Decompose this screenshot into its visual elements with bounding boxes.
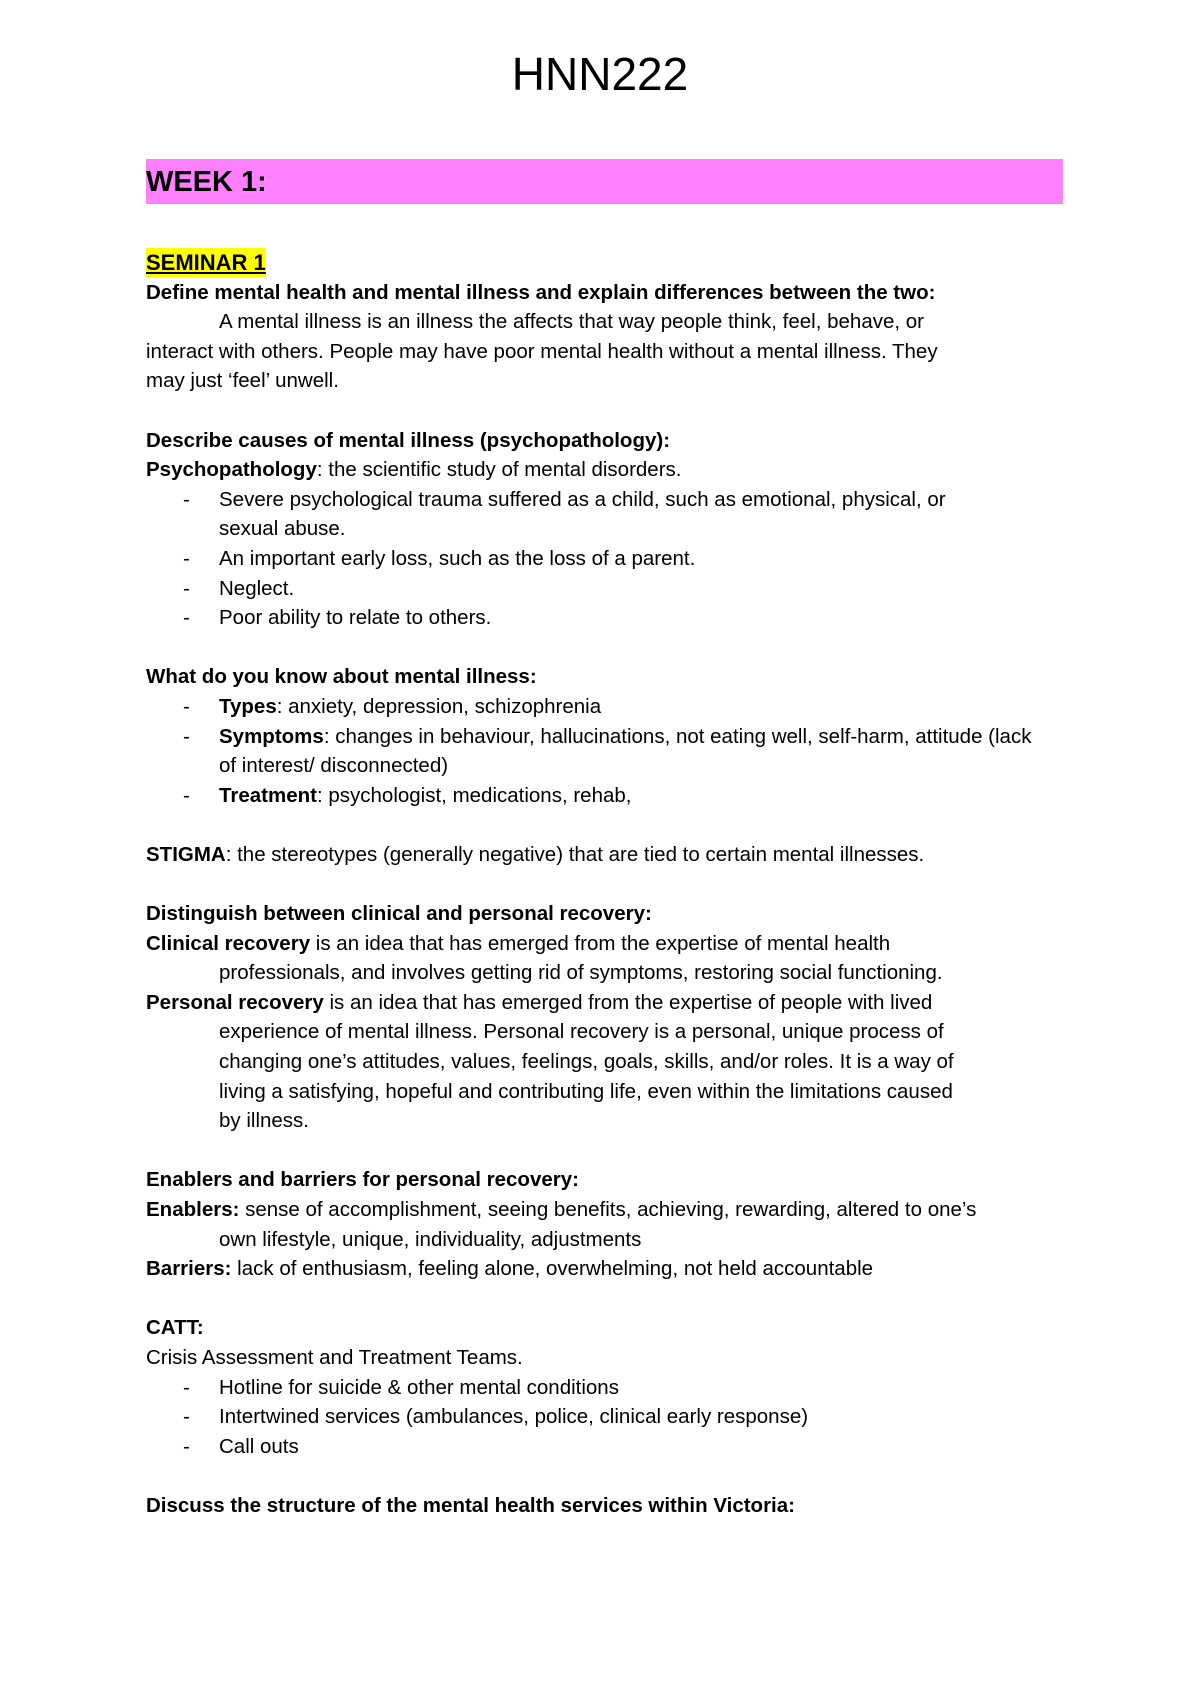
define-heading: Define mental health and mental illness and explain differences between the two:: [146, 280, 936, 304]
barriers-text: lack of enthusiasm, feeling alone, overwhelming, not held accountable: [231, 1257, 874, 1281]
enablers-line-1: [146, 1195, 1066, 1225]
define-line-1: A mental illness is an illness the affects that way people think, feel, behave, or: [219, 310, 924, 334]
enablers-text: sense of accomplishment, seeing benefits, achieving, rewarding, altered to one’s: [239, 1198, 977, 1221]
catt-list: [146, 1373, 1066, 1462]
barriers-line: [146, 1254, 1066, 1284]
bullet-dash: -: [183, 694, 190, 718]
know-list: [146, 692, 1066, 810]
stigma-text: : the stereotypes (generally negative) that are tied to certain mental illnesses.: [225, 842, 925, 866]
clinical-recovery-line-2: professionals, and involves getting rid of symptoms, restoring social functioning.: [219, 961, 943, 985]
enablers-term: Enablers:: [146, 1198, 240, 1221]
spacer: [146, 1284, 1066, 1314]
bullet-dash: -: [183, 783, 190, 807]
list-item: [146, 1373, 1066, 1403]
seminar-heading: SEMINAR 1: [146, 250, 266, 275]
personal-recovery-line-3: changing one’s attitudes, values, feelings, goals, skills, and/or roles. It is a way of: [219, 1050, 954, 1074]
define-line-3: may just ‘feel’ unwell.: [146, 369, 339, 393]
list-item-text: : psychologist, medications, rehab,: [316, 783, 632, 807]
catt-subheading: Crisis Assessment and Treatment Teams.: [146, 1345, 523, 1369]
week-heading: WEEK 1:: [146, 166, 267, 198]
clinical-recovery-term: Clinical recovery: [146, 931, 311, 955]
list-item: [146, 603, 1066, 633]
psychopathology-definition: [146, 455, 1066, 485]
enablers-heading: Enablers and barriers for personal recovery:: [146, 1168, 579, 1192]
structure-heading: Discuss the structure of the mental health services within Victoria:: [146, 1493, 795, 1517]
catt-heading: CATT:: [146, 1316, 204, 1340]
list-item-text: Severe psychological trauma suffered as a child, such as emotional, physical, or sexual abuse.: [219, 487, 946, 541]
clinical-recovery-line-1: [146, 929, 1066, 959]
personal-recovery-line-1: [146, 988, 1066, 1018]
list-item-text: Hotline for suicide & other mental conditions: [219, 1375, 619, 1399]
list-item: [146, 692, 1066, 722]
spacer: [146, 633, 1066, 663]
barriers-term: Barriers:: [146, 1257, 232, 1281]
list-item-text: Poor ability to relate to others.: [219, 606, 492, 630]
list-item: [146, 544, 1066, 574]
list-item-term: Symptoms: [219, 724, 324, 748]
define-line-2: interact with others. People may have poor mental health without a mental illness. They: [146, 339, 938, 363]
list-item: [146, 722, 1049, 781]
psychopathology-text: : the scientific study of mental disorders.: [316, 458, 682, 482]
list-item-term: Types: [219, 694, 277, 718]
spacer: [146, 1461, 1066, 1491]
stigma-term: STIGMA: [146, 842, 226, 866]
personal-recovery-text: is an idea that has emerged from the expertise of people with lived: [323, 990, 933, 1014]
personal-recovery-line-2: experience of mental illness. Personal recovery is a personal, unique process of: [219, 1020, 944, 1044]
list-item: [146, 485, 999, 544]
bullet-dash: -: [183, 724, 190, 748]
seminar-line: [146, 248, 1066, 278]
psychopathology-term: Psychopathology: [146, 458, 317, 482]
spacer: [146, 1136, 1066, 1166]
spacer: [146, 396, 1066, 426]
personal-recovery-term: Personal recovery: [146, 990, 324, 1014]
bullet-dash: -: [183, 546, 190, 570]
bullet-dash: -: [183, 576, 190, 600]
list-item-text: Neglect.: [219, 576, 295, 600]
enablers-line-2: own lifestyle, unique, individuality, adjustments: [219, 1227, 642, 1251]
document-title: HNN222: [511, 48, 689, 100]
list-item-text: Call outs: [219, 1434, 299, 1458]
list-item-text: : changes in behaviour, hallucinations, not eating well, self-harm, attitude (lack of interest/ disconnected): [219, 724, 1032, 778]
bullet-dash: -: [183, 606, 190, 630]
list-item: [146, 1402, 1066, 1432]
list-item-term: Treatment: [219, 783, 317, 807]
bullet-dash: -: [183, 1375, 190, 1399]
week-heading-bar: [146, 159, 1063, 204]
list-item: [146, 1432, 1066, 1462]
document-body: [146, 248, 1066, 1521]
stigma-definition: [146, 840, 1066, 870]
list-item-text: : anxiety, depression, schizophrenia: [276, 694, 602, 718]
spacer: [146, 810, 1066, 840]
list-item-text: An important early loss, such as the loss of a parent.: [219, 546, 696, 570]
bullet-dash: -: [183, 1405, 190, 1429]
personal-recovery-line-4: living a satisfying, hopeful and contributing life, even within the limitations caused: [219, 1079, 953, 1103]
list-item: [146, 574, 1066, 604]
spacer: [146, 869, 1066, 899]
causes-list: [146, 485, 1066, 633]
know-heading: What do you know about mental illness:: [146, 665, 537, 689]
list-item-text: Intertwined services (ambulances, police, clinical early response): [219, 1405, 809, 1429]
bullet-dash: -: [183, 487, 190, 511]
recovery-heading: Distinguish between clinical and personal recovery:: [146, 902, 652, 926]
list-item: [146, 781, 1066, 811]
bullet-dash: -: [183, 1434, 190, 1458]
clinical-recovery-text: is an idea that has emerged from the expertise of mental health: [310, 931, 891, 955]
causes-heading: Describe causes of mental illness (psychopathology):: [146, 428, 671, 452]
personal-recovery-line-5: by illness.: [219, 1109, 310, 1133]
